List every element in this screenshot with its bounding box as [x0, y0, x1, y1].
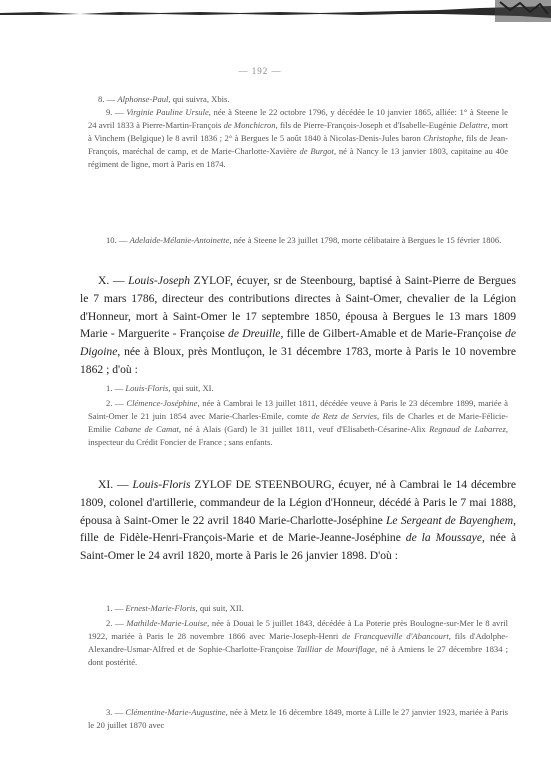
italic-name: de la Moussaye [405, 531, 482, 545]
text-run: , fils de Pierre-François-Joseph et d'Isabelle-Eugénie [275, 119, 460, 130]
page-number: — 192 — [238, 66, 282, 76]
genealogy-child-entry [88, 234, 508, 247]
text-run: , qui suit, XI. [168, 383, 214, 393]
italic-name: Tailliar de Mouriflage [296, 643, 375, 654]
italic-name: de Retz de Servies [311, 410, 378, 421]
italic-name: Adelaide-Mélanie-Antoinette [129, 235, 230, 245]
italic-name: Virginie Pauline Ursule [126, 107, 209, 117]
text-run: , né à Amiens le 27 décembre 1834 ; dont postérité. [88, 643, 508, 667]
italic-name: Cabane de Camat [114, 423, 179, 434]
italic-name: Clémence-Joséphine [126, 398, 198, 408]
text-run: X. — [98, 274, 129, 287]
text-run: 10. — [106, 235, 130, 245]
genealogy-child-entry [88, 106, 508, 171]
text-run: , qui suit, XII. [195, 603, 244, 613]
text-run: 9. — [106, 107, 127, 117]
genealogy-entry [80, 272, 516, 379]
text-run: , né à Nancy le 13 janvier 1803, capitaine au 40e régiment de ligne, mort à Paris en 1874. [88, 145, 509, 169]
text-run: , née à Bloux, près Montluçon, le 31 décembre 1783, morte à Paris le 10 novembre 1862 ; d'où : [80, 345, 516, 376]
text-run: , fils d'Adolphe-Alexandre-Usmar-Alfred et de Sophie-Charlotte-Françoise [88, 630, 508, 654]
genealogy-child-entry [88, 602, 508, 615]
italic-name: Delattre [459, 119, 488, 130]
text-run: , fils de Charles et de Marie-Félicie-Emilie [88, 410, 508, 434]
text-run: , fille de Gilbert-Amable et de Marie-Françoise [280, 327, 506, 341]
genealogy-child-entry [88, 382, 508, 395]
text-run: , mort à Vinchem (Belgique) le 8 avril 1836 ; 2° à Bergues le 5 août 1840 à Nicolas-Denis-Jules baron [88, 119, 508, 143]
scan-top-border [0, 0, 551, 26]
text-run: , née à Steene le 22 octobre 1796, y décédée le 10 janvier 1865, alliée: 1° à Steene le 24 avril 1833 à Pierre-Martin-François [88, 107, 508, 130]
genealogy-child-entry [88, 617, 508, 669]
italic-name: Ernest-Marie-Floris [125, 603, 196, 613]
italic-name: de Francqueville d'Abancourt [342, 630, 449, 641]
text-run: , née à Metz le 16 décembre 1849, morte à Lille le 27 janvier 1923, mariée à Paris le 20 juillet 1870 avec [88, 707, 508, 730]
genealogy-entry [80, 476, 516, 565]
italic-name: de Monchicron [223, 119, 276, 130]
italic-name: de Dreuille [228, 327, 281, 341]
genealogy-child-entry [88, 397, 508, 449]
text-run: , qui suivra, Xbis. [168, 94, 230, 104]
text-run: ZYLOF DE STEENBOURG, écuyer, né à Cambrai le 14 décembre 1809, colonel d'artillerie, commandeur de la Légion d'Honneur, décédé à Paris le 7 mai 1888, épousa à Saint-Omer le 22 avril 1840 Marie-Charlotte-Joséphine [80, 478, 516, 527]
italic-name: Le Sergeant de Bayenghem [385, 513, 514, 527]
italic-name: Mathilde-Marie-Louise [126, 618, 208, 628]
text-run: 2. — [106, 618, 127, 628]
italic-name: Clémentine-Marie-Augustine [125, 707, 226, 717]
italic-name: Louis-Floris [132, 478, 191, 491]
italic-name: Louis-Joseph [128, 274, 190, 287]
italic-name: Louis-Floris [125, 383, 169, 393]
text-run: 1. — [106, 383, 126, 393]
italic-name: Alphonse-Paul [117, 94, 169, 104]
text-run: , fils de Jean-François, maréchal de camp, et de Marie-Charlotte-Xavière [88, 132, 509, 156]
text-run: , fille de Fidèle-Henri-François-Marie et de Marie-Jeanne-Joséphine [80, 513, 516, 545]
italic-name: Christophe [423, 132, 462, 143]
text-run: , née à Cambrai le 13 juillet 1811, décédée veuve à Paris le 23 décembre 1899, mariée à Saint-Omer le 21 juin 1854 avec Marie-Charles-Emile, comte [88, 398, 508, 421]
italic-name: de Digoine [80, 327, 516, 359]
text-run: ZYLOF, écuyer, sr de Steenbourg, baptisé à Saint-Pierre de Bergues le 7 mars 1786, directeur des contributions directes à Saint-Omer, chevalier de la Légion d'Honneur, mort à Saint-Omer le 17 septembre 1850, épousa à Bergues le 13 mars 1809 Marie - Marguerite - Françoise [80, 274, 516, 341]
text-run: , née à Steene le 23 juillet 1798, morte célibataire à Bergues le 15 février 1806. [229, 235, 502, 245]
text-run: 3. — [106, 707, 126, 717]
genealogy-child-entry [88, 706, 508, 732]
text-run: , née à Saint-Omer le 24 avril 1820, morte à Paris le 26 janvier 1898. D'où : [80, 531, 516, 563]
text-run: 2. — [106, 398, 127, 408]
italic-name: de Burgot [299, 145, 334, 156]
text-run: XI. — [98, 478, 133, 491]
text-run: 1. — [106, 603, 126, 613]
text-run: , née à Douai le 5 juillet 1843, décédée à La Poterie près Boulogne-sur-Mer le 8 avril 1922, mariée à Paris le 28 novembre 1866 avec Marie-Joseph-Henri [88, 618, 508, 641]
text-run: , né à Alais (Gard) le 31 juillet 1811, veuf d'Elisabeth-Césarine-Alix [178, 423, 430, 434]
text-run: , inspecteur du Crédit Foncier de France ; sans enfants. [88, 423, 508, 447]
genealogy-child-entry [98, 93, 510, 106]
italic-name: Regnaud de Labarrez [429, 423, 506, 434]
text-run: 8. — [98, 94, 118, 104]
